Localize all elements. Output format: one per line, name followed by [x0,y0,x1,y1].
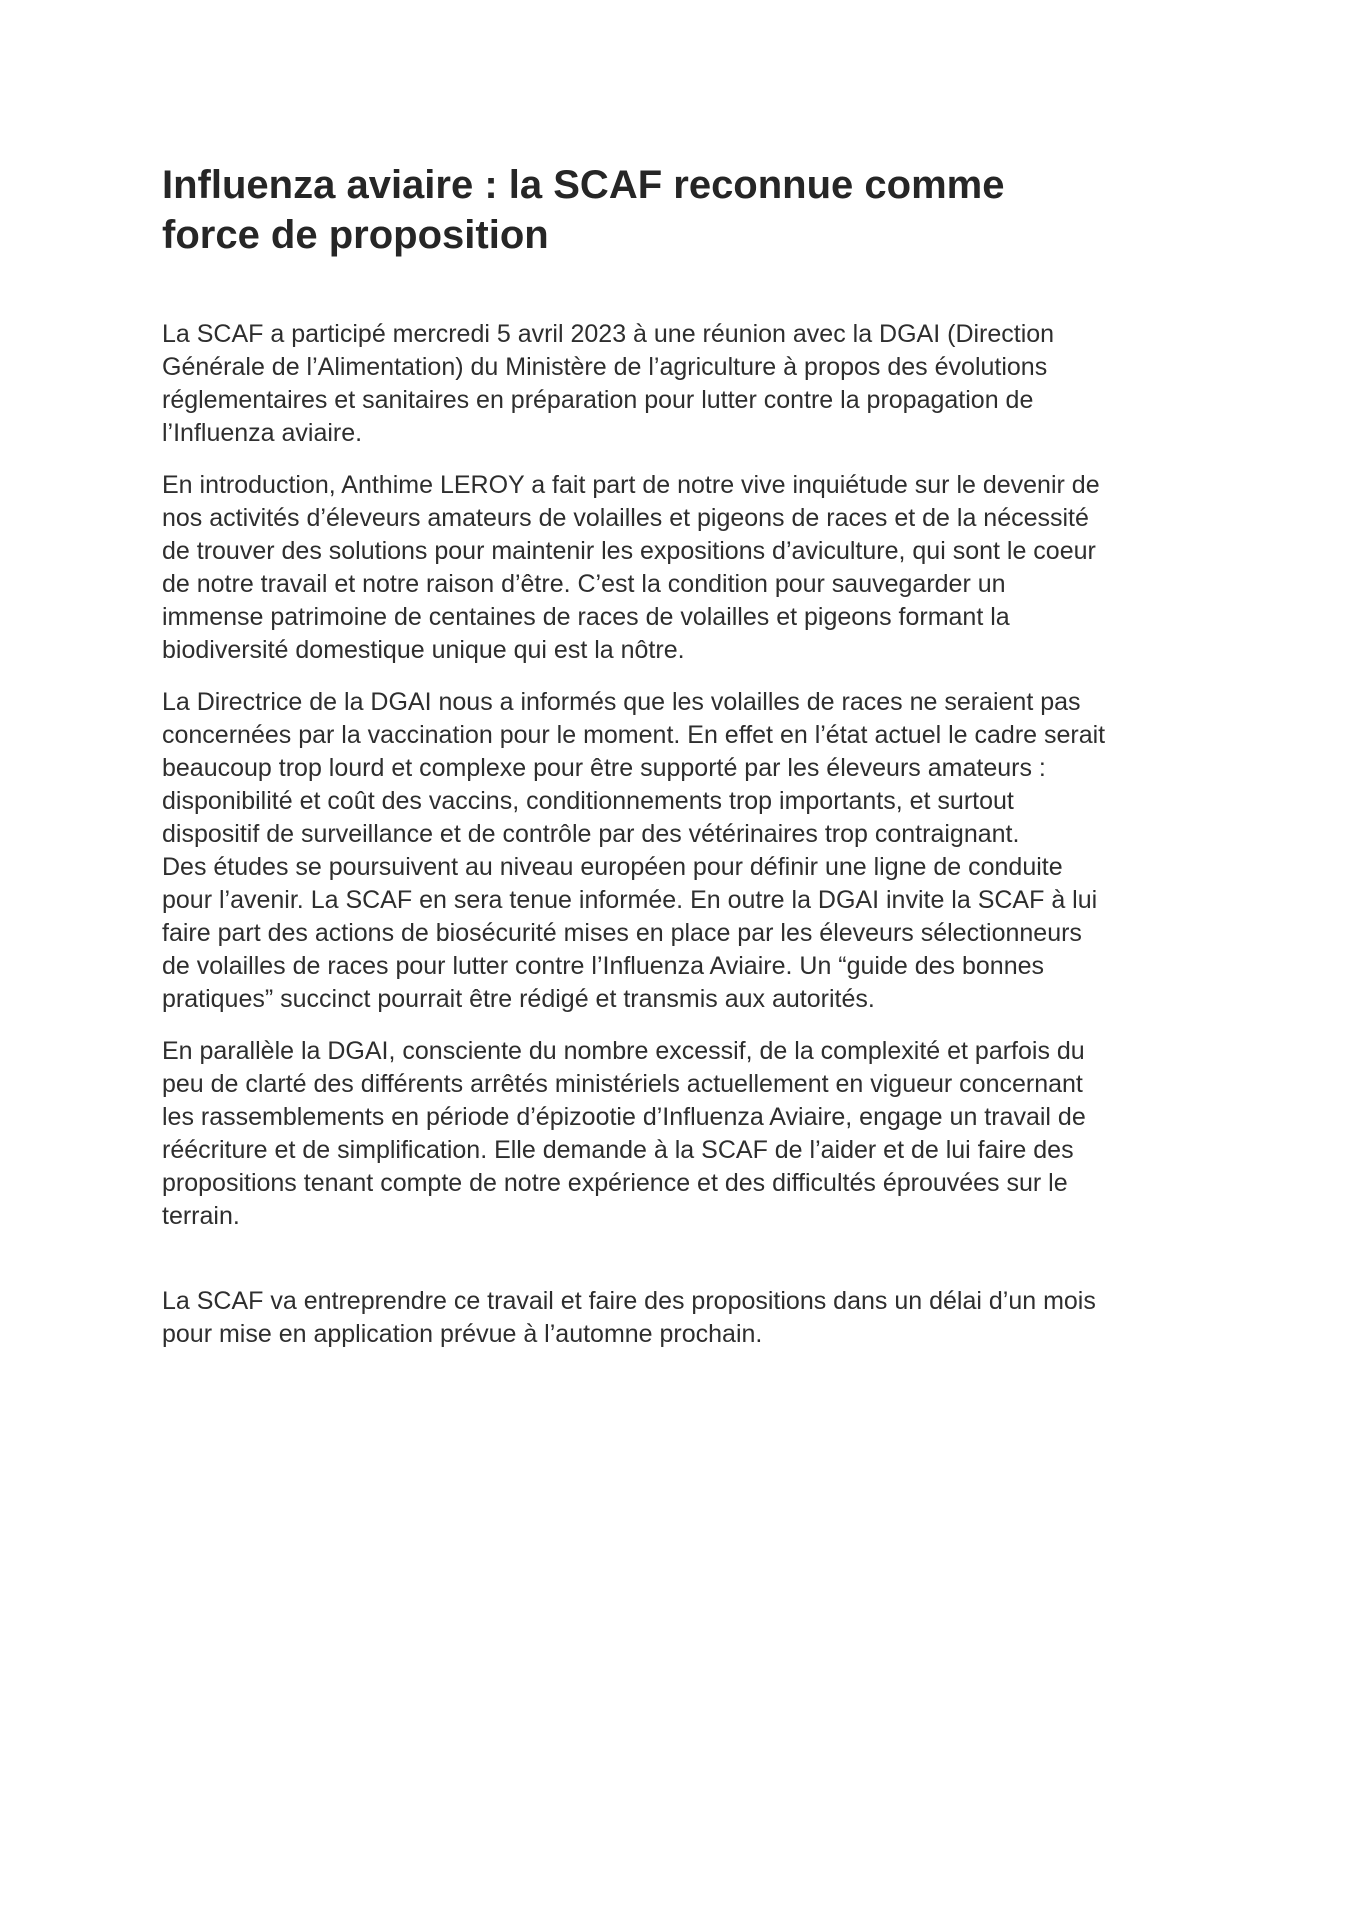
paragraph-studies [162,851,1222,1016]
text-line: terrain. [162,1202,240,1230]
text-line: réécriture et de simplification. Elle demande à la SCAF de l’aider et de lui faire des [162,1136,1074,1164]
text-line: biodiversité domestique unique qui est la nôtre. [162,636,685,664]
document-page [162,160,1222,1370]
text-line: En parallèle la DGAI, consciente du nombre excessif, de la complexité et parfois du [162,1037,1085,1065]
text-line: les rassemblements en période d’épizootie d’Influenza Aviaire, engage un travail de [162,1103,1086,1131]
text-line: réglementaires et sanitaires en préparation pour lutter contre la propagation de [162,386,1034,414]
text-line: La SCAF va entreprendre ce travail et faire des propositions dans un délai d’un mois [162,1287,1096,1315]
text-line: La Directrice de la DGAI nous a informés que les volailles de races ne seraient pas [162,688,1081,716]
title-line: Influenza aviaire : la SCAF reconnue comme [162,163,1005,207]
document-title [162,160,1222,260]
text-line: pour l’avenir. La SCAF en sera tenue informée. En outre la DGAI invite la SCAF à lui [162,886,1098,914]
text-line: Des études se poursuivent au niveau européen pour définir une ligne de conduite [162,853,1063,881]
text-line: propositions tenant compte de notre expérience et des difficultés éprouvées sur le [162,1169,1068,1197]
text-line: l’Influenza aviaire. [162,419,363,447]
paragraph-conclusion [162,1285,1222,1351]
text-line: immense patrimoine de centaines de races de volailles et pigeons formant la [162,603,1010,631]
text-line: pour mise en application prévue à l’automne prochain. [162,1320,763,1348]
document-body [162,318,1222,1351]
text-line: disponibilité et coût des vaccins, conditionnements trop importants, et surtout [162,787,1014,815]
text-line: Générale de l’Alimentation) du Ministère de l’agriculture à propos des évolutions [162,353,1048,381]
paragraph-introduction [162,469,1222,667]
text-line: dispositif de surveillance et de contrôle par des vétérinaires trop contraignant. [162,820,1020,848]
text-line: de notre travail et notre raison d’être. C’est la condition pour sauvegarder un [162,570,1006,598]
text-line: de trouver des solutions pour maintenir les expositions d’aviculture, qui sont le coeur [162,537,1096,565]
paragraph-vaccination [162,686,1222,851]
title-line: force de proposition [162,213,549,257]
text-line: concernées par la vaccination pour le moment. En effet en l’état actuel le cadre serait [162,721,1106,749]
text-line: peu de clarté des différents arrêtés ministériels actuellement en vigueur concernant [162,1070,1083,1098]
text-line: La SCAF a participé mercredi 5 avril 2023 à une réunion avec la DGAI (Direction [162,320,1055,348]
text-line: de volailles de races pour lutter contre l’Influenza Aviaire. Un “guide des bonnes [162,952,1045,980]
text-line: beaucoup trop lourd et complexe pour être supporté par les éleveurs amateurs : [162,754,1046,782]
text-line: pratiques” succinct pourrait être rédigé et transmis aux autorités. [162,985,875,1013]
paragraph-regulations [162,1035,1222,1233]
text-line: En introduction, Anthime LEROY a fait part de notre vive inquiétude sur le devenir de [162,471,1100,499]
text-line: faire part des actions de biosécurité mises en place par les éleveurs sélectionneurs [162,919,1082,947]
text-line: nos activités d’éleveurs amateurs de volailles et pigeons de races et de la nécessité [162,504,1089,532]
paragraph-meeting [162,318,1222,450]
